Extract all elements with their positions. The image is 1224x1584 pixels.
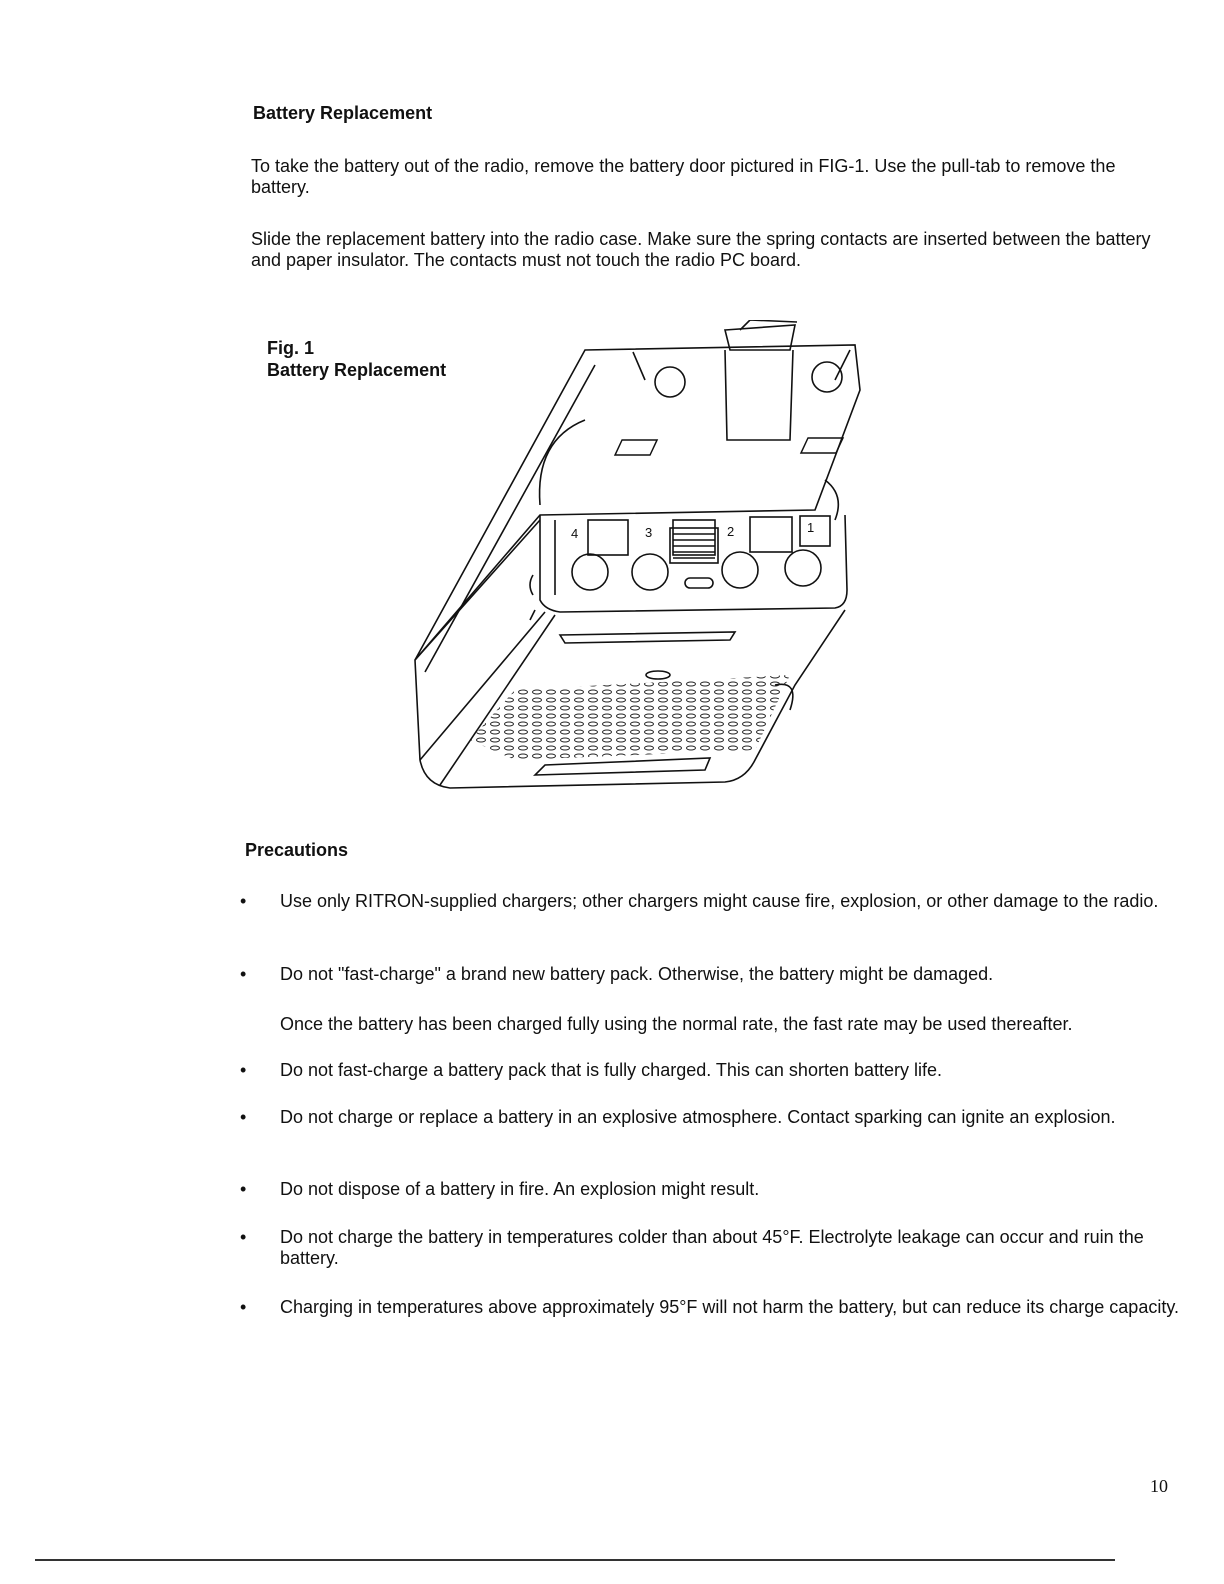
bullet-marker: • xyxy=(240,891,247,911)
precaution-item-4: Do not charge or replace a battery in an explosive atmosphere. Contact sparking can ignite an explosion. xyxy=(280,1107,1116,1127)
precaution-note: Once the battery has been charged fully using the normal rate, the fast rate may be used thereafter. xyxy=(280,1014,1073,1034)
battery-replacement-illustration xyxy=(405,320,875,795)
bullet-marker: • xyxy=(240,1060,247,1080)
bullet-marker: • xyxy=(240,1227,247,1247)
section-heading-battery-replacement: Battery Replacement xyxy=(253,103,433,123)
precaution-item-3: Do not fast-charge a battery pack that is fully charged. This can shorten battery life. xyxy=(280,1060,943,1080)
figure-number: Fig. 1 xyxy=(267,338,315,358)
precaution-item-2: Do not "fast-charge" a brand new battery pack. Otherwise, the battery might be damaged. xyxy=(280,964,994,984)
bullet-marker: • xyxy=(240,1179,247,1199)
paragraph-remove-battery: To take the battery out of the radio, remove the battery door pictured in FIG-1. Use the pull-tab to remove the battery. xyxy=(251,156,1116,197)
precaution-item-5: Do not dispose of a battery in fire. An explosion might result. xyxy=(280,1179,760,1199)
contact-label-4: 4 xyxy=(571,526,579,541)
bullet-marker: • xyxy=(240,964,247,984)
precaution-item-7: Charging in temperatures above approximately 95°F will not harm the battery, but can reduce its charge capacity. xyxy=(280,1297,1179,1317)
speaker-grill xyxy=(465,670,805,770)
footer-rule xyxy=(35,1559,1115,1561)
bullet-marker: • xyxy=(240,1107,247,1127)
paragraph-replace-battery: Slide the replacement battery into the radio case. Make sure the spring contacts are inserted between the battery and paper insulator. The contacts must not touch the radio PC board. xyxy=(251,229,1151,270)
precaution-item-6: Do not charge the battery in temperatures colder than about 45°F. Electrolyte leakage can occur and ruin the battery. xyxy=(280,1227,1144,1268)
battery-pack xyxy=(415,345,860,660)
section-heading-precautions: Precautions xyxy=(245,840,349,860)
contact-label-3: 3 xyxy=(645,525,653,540)
contact-label-2: 2 xyxy=(727,524,735,539)
bullet-marker: • xyxy=(240,1297,247,1317)
contact-label-1: 1 xyxy=(807,520,815,535)
figure-caption: Battery Replacement xyxy=(267,360,447,380)
page-number: 10 xyxy=(1150,1476,1168,1496)
precaution-item-1: Use only RITRON-supplied chargers; other chargers might cause fire, explosion, or other damage to the radio. xyxy=(280,891,1159,911)
